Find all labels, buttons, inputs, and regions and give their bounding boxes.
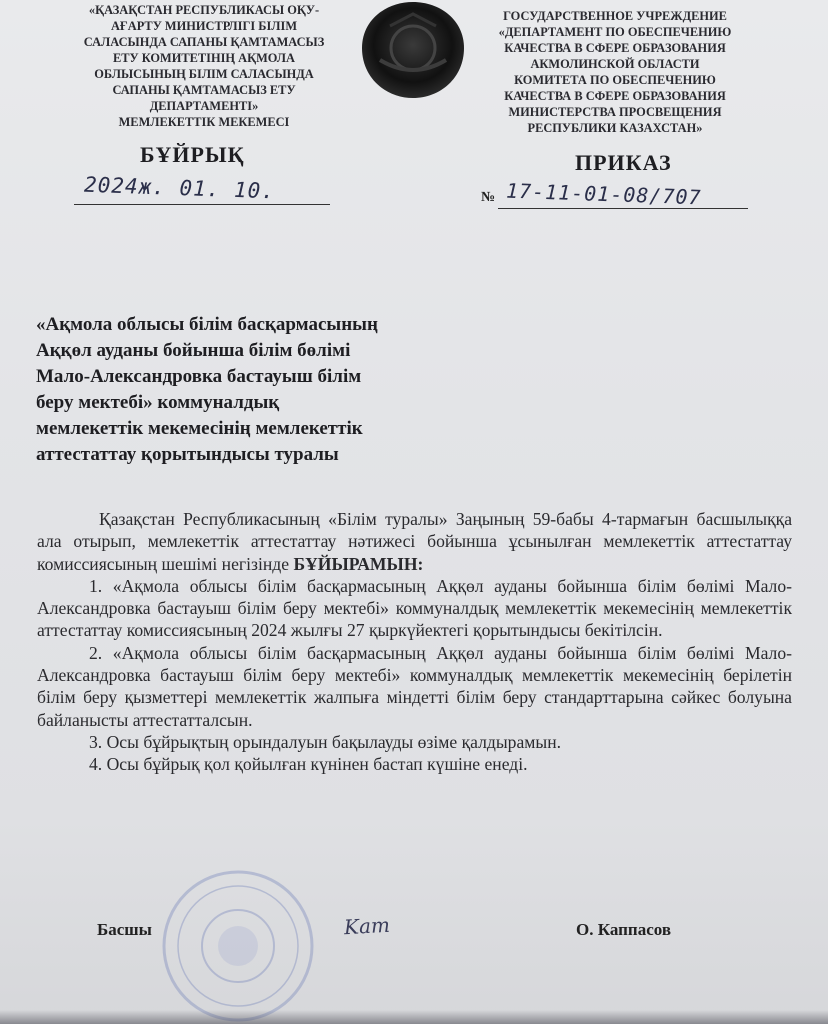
- handwritten-date: 2024ж. 01. 10.: [83, 172, 276, 204]
- order-item-2: 2. «Ақмола облысы білім басқармасының Аққөл ауданы бойынша білім бөлімі Мало-Александровка бастауыш білім беру мектебі» коммуналдық мемлекеттік мекемесінің берілетін білім беру қызметтері мемлекеттік жалпыға міндетті білім беру стандарттарына сәйкес болуына байланысты аттестатталсын.: [37, 642, 792, 730]
- doc-type-ru: ПРИКАЗ: [575, 150, 672, 175]
- official-stamp-icon: [158, 866, 318, 1024]
- order-item-4: 4. Осы бұйрық қол қойылған күнінен бастап күшіне енеді.: [89, 754, 528, 775]
- handwritten-number: 17-11-01-08/707: [505, 178, 702, 210]
- subject-line: мемлекеттік мекемесінің мемлекеттік: [36, 418, 363, 439]
- org-header-line: «ҚАЗАҚСТАН РЕСПУБЛИКАСЫ ОҚУ-: [88, 3, 320, 17]
- org-header-line: МЕМЛЕКЕТТІК МЕКЕМЕСІ: [118, 115, 290, 129]
- org-header-kz: [58, 2, 350, 130]
- org-header-line: ОБЛЫСЫНЫҢ БІЛІМ САЛАСЫНДА: [94, 67, 314, 81]
- preamble-paragraph: [37, 508, 792, 575]
- order-word: БҰЙЫРАМЫН:: [293, 553, 424, 574]
- subject-line: беру мектебі» коммуналдық: [36, 392, 280, 413]
- order-item-1: 1. «Ақмола облысы білім басқармасының Аққөл ауданы бойынша білім бөлімі Мало-Александровка бастауыш білім беру мектебі» коммуналдық мемлекеттік мекемесінің мемлекеттік аттестаттау комиссиясының 2024 жылғы 27 қыркүйектегі қорытындысы бекітілсін.: [37, 575, 792, 641]
- preamble-text: Қазақстан Республикасының «Білім туралы» Заңының 59-бабы 4-тармағын басшылыққа ала отырып, мемлекеттік аттестаттау нәтижесі бойынша ұсынылған мемлекеттік аттестаттау комиссиясының шешімі негізінде: [37, 509, 792, 574]
- number-underline: [498, 208, 748, 209]
- document-subject: [36, 312, 436, 468]
- org-header-line: ЕТУ КОМИТЕТІНІҢ АҚМОЛА: [112, 51, 295, 65]
- photo-bottom-edge: [0, 1010, 828, 1024]
- number-label: №: [481, 190, 496, 205]
- org-header-line: «ДЕПАРТАМЕНТ ПО ОБЕСПЕЧЕНИЮ: [498, 25, 732, 39]
- org-header-line: ГОСУДАРСТВЕННОЕ УЧРЕЖДЕНИЕ: [503, 9, 727, 23]
- subject-line: Аққөл ауданы бойынша білім бөлімі: [36, 340, 351, 361]
- org-header-line: КАЧЕСТВА В СФЕРЕ ОБРАЗОВАНИЯ: [504, 89, 726, 103]
- org-header-line: АҒАРТУ МИНИСТРЛІГІ БІЛІМ: [110, 19, 298, 33]
- org-header-line: ДЕПАРТАМЕНТІ»: [149, 99, 259, 113]
- org-header-line: АКМОЛИНСКОЙ ОБЛАСТИ: [530, 57, 700, 71]
- org-header-line: КОМИТЕТА ПО ОБЕСПЕЧЕНИЮ: [514, 73, 716, 87]
- org-header-ru: [470, 8, 760, 136]
- signer-name: О. Каппасов: [576, 920, 671, 939]
- subject-line: «Ақмола облысы білім басқармасының: [36, 314, 378, 335]
- document-body: [37, 508, 792, 776]
- signer-title: Басшы: [97, 920, 152, 939]
- org-header-line: МИНИСТЕРСТВА ПРОСВЕЩЕНИЯ: [508, 105, 722, 119]
- org-header-line: САПАНЫ ҚАМТАМАСЫЗ ЕТУ: [112, 83, 296, 97]
- subject-line: Мало-Александровка бастауыш білім: [36, 366, 362, 387]
- org-header-line: РЕСПУБЛИКИ КАЗАХСТАН»: [527, 121, 703, 135]
- org-header-line: САЛАСЫНДА САПАНЫ ҚАМТАМАСЫЗ: [83, 35, 325, 49]
- subject-line: аттестаттау қорытындысы туралы: [36, 444, 339, 465]
- doc-type-kz: БҰЙРЫҚ: [140, 142, 245, 167]
- order-item-3: 3. Осы бұйрықтың орындалуын бақылауды өзіме қалдырамын.: [89, 731, 562, 752]
- date-underline: [74, 204, 330, 205]
- org-header-line: КАЧЕСТВА В СФЕРЕ ОБРАЗОВАНИЯ: [504, 41, 726, 55]
- state-emblem-icon: [360, 0, 466, 100]
- handwritten-signature: Kam: [343, 912, 391, 940]
